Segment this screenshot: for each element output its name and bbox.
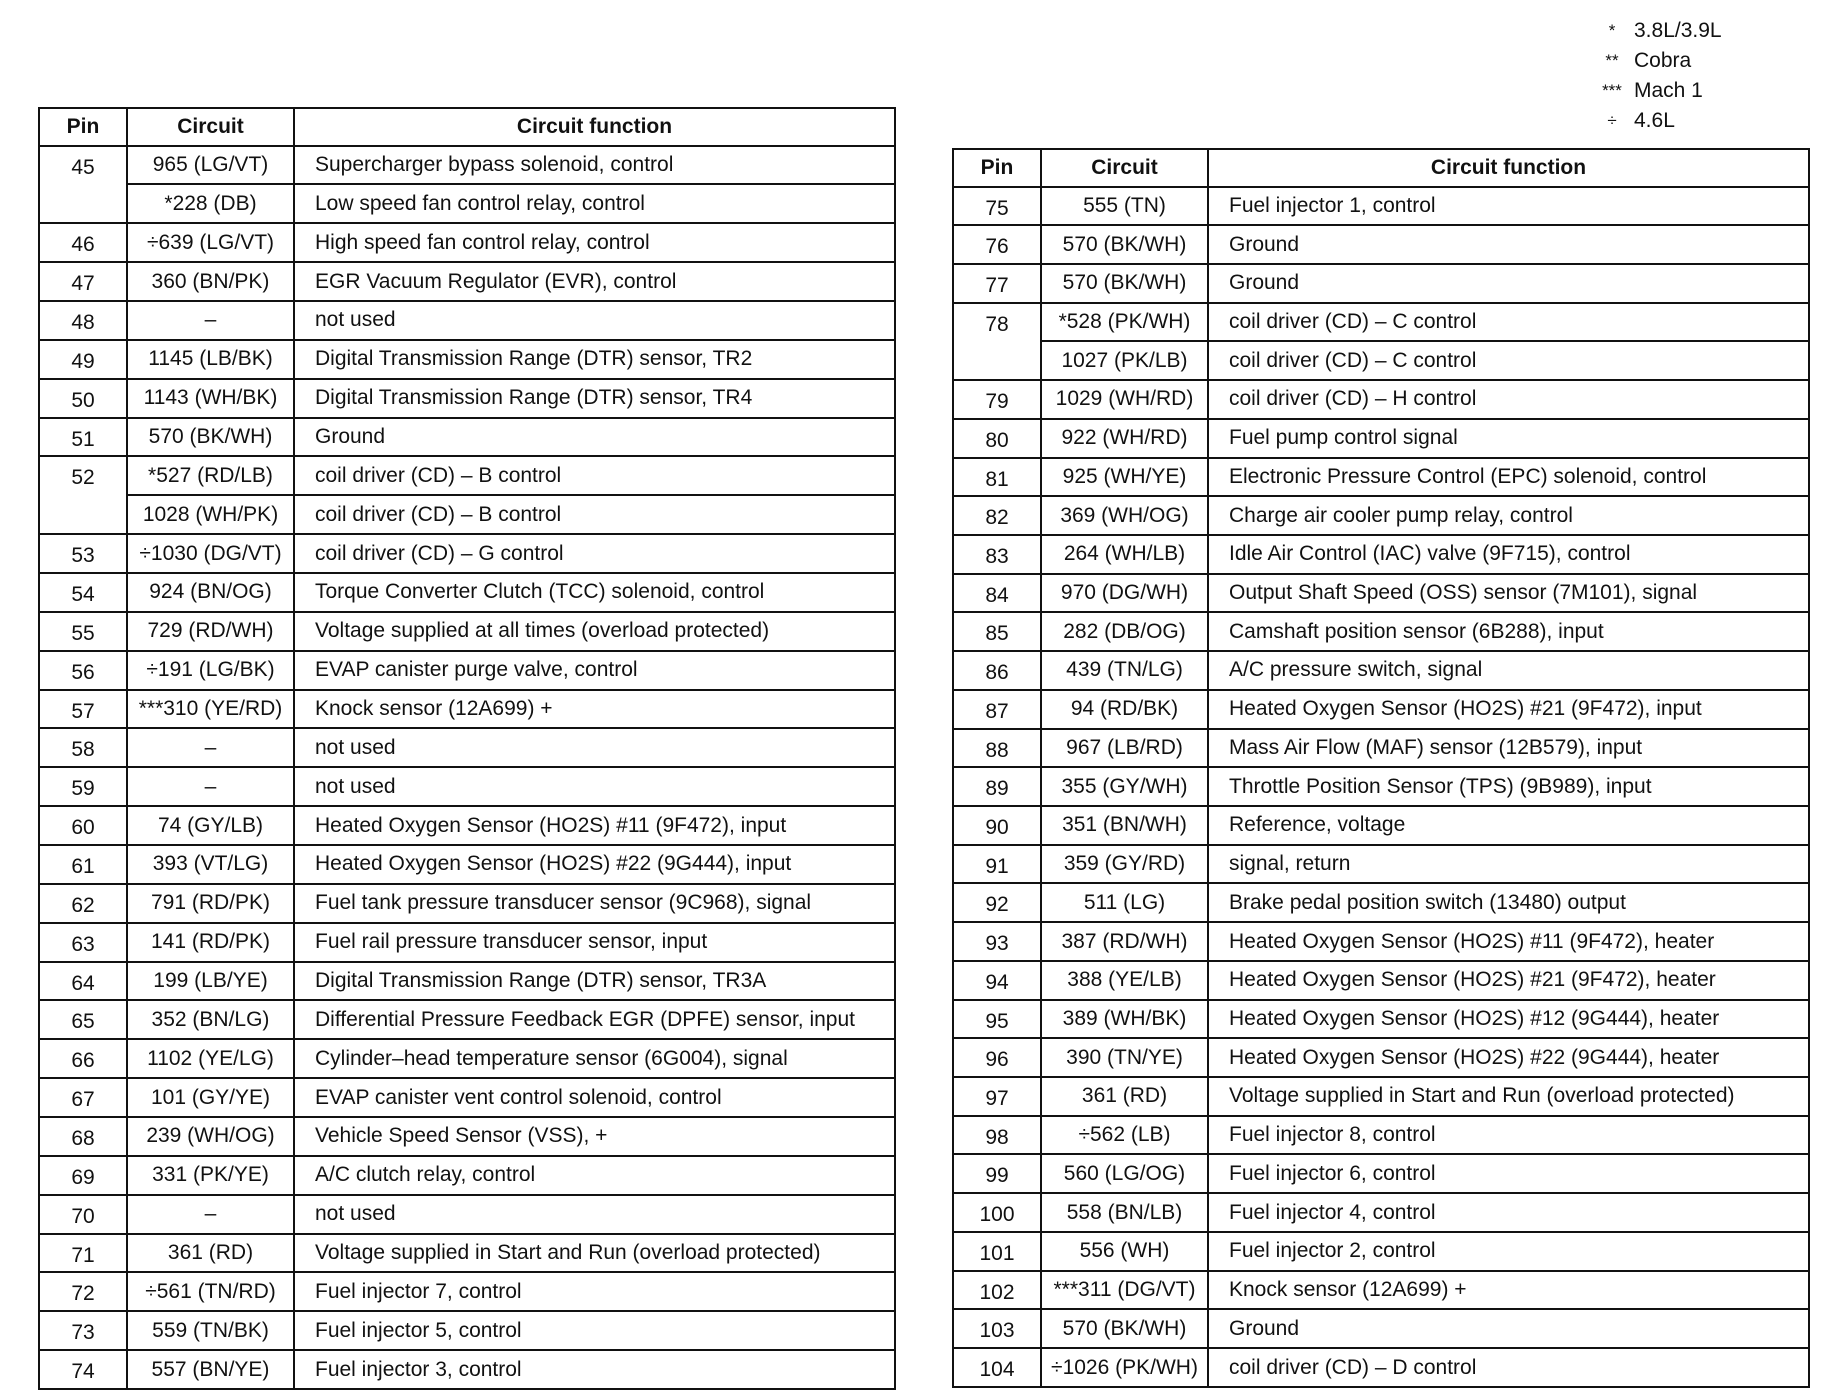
circuit-cell: ÷639 (LG/VT)	[127, 223, 294, 262]
pin-cell: 70	[39, 1195, 127, 1234]
pin-cell: 73	[39, 1311, 127, 1350]
table-row	[953, 1193, 1809, 1232]
legend-meaning: Cobra	[1634, 49, 1692, 72]
function-cell: Supercharger bypass solenoid, control	[294, 146, 895, 185]
function-cell: coil driver (CD) – B control	[294, 495, 895, 534]
function-cell: High speed fan control relay, control	[294, 223, 895, 262]
table-row	[39, 495, 895, 534]
function-cell: Camshaft position sensor (6B288), input	[1208, 612, 1809, 651]
pin-cell: 86	[953, 651, 1041, 690]
circuit-cell: 390 (TN/YE)	[1041, 1038, 1208, 1077]
table-row	[39, 1195, 895, 1234]
table-row	[953, 922, 1809, 961]
table-row	[953, 690, 1809, 729]
function-cell: Differential Pressure Feedback EGR (DPFE) sensor, input	[294, 1000, 895, 1039]
table-row	[953, 380, 1809, 419]
circuit-cell: 389 (WH/BK)	[1041, 1000, 1208, 1039]
table-row	[953, 729, 1809, 768]
pin-cell: 45	[39, 146, 127, 224]
table-row	[953, 767, 1809, 806]
circuit-cell: ÷561 (TN/RD)	[127, 1272, 294, 1311]
table-row	[39, 1350, 895, 1389]
function-cell: Fuel tank pressure transducer sensor (9C968), signal	[294, 884, 895, 923]
table-row	[953, 1309, 1809, 1348]
function-cell: coil driver (CD) – D control	[1208, 1348, 1809, 1387]
table-row	[39, 573, 895, 612]
circuit-cell: 1143 (WH/BK)	[127, 379, 294, 418]
table-row	[953, 806, 1809, 845]
table-row	[39, 1078, 895, 1117]
pin-cell: 97	[953, 1077, 1041, 1116]
function-cell: Fuel injector 3, control	[294, 1350, 895, 1389]
table-row	[39, 418, 895, 457]
pin-cell: 65	[39, 1000, 127, 1039]
function-cell: EVAP canister purge valve, control	[294, 651, 895, 690]
pin-cell: 89	[953, 767, 1041, 806]
function-cell: Output Shaft Speed (OSS) sensor (7M101), signal	[1208, 574, 1809, 613]
table-row	[39, 690, 895, 729]
circuit-cell: 351 (BN/WH)	[1041, 806, 1208, 845]
pin-cell: 54	[39, 573, 127, 612]
function-cell: Voltage supplied in Start and Run (overload protected)	[294, 1234, 895, 1273]
table-row	[953, 1116, 1809, 1155]
function-cell: Heated Oxygen Sensor (HO2S) #11 (9F472), input	[294, 806, 895, 845]
legend-row	[1590, 46, 1722, 76]
table-row	[39, 1234, 895, 1273]
circuit-cell: 388 (YE/LB)	[1041, 961, 1208, 1000]
pin-cell: 63	[39, 923, 127, 962]
circuit-cell: 558 (BN/LB)	[1041, 1193, 1208, 1232]
pin-cell: 95	[953, 1000, 1041, 1039]
function-cell: Ground	[294, 418, 895, 457]
circuit-cell: 101 (GY/YE)	[127, 1078, 294, 1117]
pin-cell: 100	[953, 1193, 1041, 1232]
pin-header: Pin	[953, 149, 1041, 187]
function-cell: EGR Vacuum Regulator (EVR), control	[294, 262, 895, 301]
table-row	[953, 187, 1809, 226]
function-cell: Heated Oxygen Sensor (HO2S) #22 (9G444), heater	[1208, 1038, 1809, 1077]
function-header: Circuit function	[294, 108, 895, 146]
pin-cell: 55	[39, 612, 127, 651]
circuit-cell: 199 (LB/YE)	[127, 962, 294, 1001]
circuit-cell: 555 (TN)	[1041, 187, 1208, 226]
table-row	[953, 303, 1809, 342]
pin-cell: 58	[39, 728, 127, 767]
circuit-header: Circuit	[1041, 149, 1208, 187]
function-cell: Voltage supplied at all times (overload protected)	[294, 612, 895, 651]
function-cell: Fuel injector 1, control	[1208, 187, 1809, 226]
function-cell: coil driver (CD) – G control	[294, 534, 895, 573]
circuit-cell: ÷1030 (DG/VT)	[127, 534, 294, 573]
circuit-cell: 74 (GY/LB)	[127, 806, 294, 845]
function-cell: Mass Air Flow (MAF) sensor (12B579), input	[1208, 729, 1809, 768]
circuit-cell: 1029 (WH/RD)	[1041, 380, 1208, 419]
header-row	[953, 149, 1809, 187]
table-row	[39, 262, 895, 301]
table-body-right	[953, 187, 1809, 1388]
circuit-cell: –	[127, 728, 294, 767]
table-row	[39, 1311, 895, 1350]
table-row	[39, 1039, 895, 1078]
circuit-cell: 264 (WH/LB)	[1041, 535, 1208, 574]
circuit-cell: –	[127, 301, 294, 340]
function-cell: Low speed fan control relay, control	[294, 184, 895, 223]
table-row	[39, 728, 895, 767]
function-cell: Brake pedal position switch (13480) output	[1208, 883, 1809, 922]
pin-cell: 96	[953, 1038, 1041, 1077]
table-row	[953, 612, 1809, 651]
pin-table-right	[952, 148, 1810, 1388]
circuit-cell: *528 (PK/WH)	[1041, 303, 1208, 342]
pin-cell: 88	[953, 729, 1041, 768]
function-cell: Heated Oxygen Sensor (HO2S) #12 (9G444), heater	[1208, 1000, 1809, 1039]
circuit-cell: 393 (VT/LG)	[127, 845, 294, 884]
pin-cell: 49	[39, 340, 127, 379]
table-row	[953, 1348, 1809, 1387]
pin-cell: 79	[953, 380, 1041, 419]
pin-cell: 104	[953, 1348, 1041, 1387]
circuit-cell: 557 (BN/YE)	[127, 1350, 294, 1389]
pin-cell: 103	[953, 1309, 1041, 1348]
circuit-cell: ÷191 (LG/BK)	[127, 651, 294, 690]
circuit-cell: 511 (LG)	[1041, 883, 1208, 922]
pin-cell: 60	[39, 806, 127, 845]
function-cell: Knock sensor (12A699) +	[1208, 1271, 1809, 1310]
table-row	[39, 651, 895, 690]
pin-cell: 85	[953, 612, 1041, 651]
legend-symbol: *	[1608, 21, 1616, 40]
function-cell: Charge air cooler pump relay, control	[1208, 496, 1809, 535]
function-cell: signal, return	[1208, 845, 1809, 884]
pin-cell: 75	[953, 187, 1041, 226]
pin-cell: 87	[953, 690, 1041, 729]
function-cell: Heated Oxygen Sensor (HO2S) #21 (9F472), input	[1208, 690, 1809, 729]
circuit-cell: 355 (GY/WH)	[1041, 767, 1208, 806]
circuit-cell: *527 (RD/LB)	[127, 456, 294, 495]
table-row	[39, 962, 895, 1001]
table-row	[39, 767, 895, 806]
table-row	[39, 612, 895, 651]
table-row	[39, 223, 895, 262]
pin-cell: 99	[953, 1154, 1041, 1193]
pin-cell: 59	[39, 767, 127, 806]
function-cell: not used	[294, 767, 895, 806]
pin-cell: 91	[953, 845, 1041, 884]
circuit-cell: 239 (WH/OG)	[127, 1117, 294, 1156]
circuit-cell: 439 (TN/LG)	[1041, 651, 1208, 690]
pin-cell: 50	[39, 379, 127, 418]
table-body-left	[39, 146, 895, 1390]
pin-cell: 101	[953, 1232, 1041, 1271]
function-cell: coil driver (CD) – C control	[1208, 303, 1809, 342]
table-row	[953, 419, 1809, 458]
pin-cell: 76	[953, 225, 1041, 264]
function-cell: not used	[294, 728, 895, 767]
function-cell: Vehicle Speed Sensor (VSS), +	[294, 1117, 895, 1156]
pin-cell: 71	[39, 1234, 127, 1273]
circuit-cell: 559 (TN/BK)	[127, 1311, 294, 1350]
table-row	[39, 146, 895, 185]
table-row	[39, 340, 895, 379]
circuit-cell: 141 (RD/PK)	[127, 923, 294, 962]
table-row	[39, 1272, 895, 1311]
function-cell: Reference, voltage	[1208, 806, 1809, 845]
legend-row	[1590, 106, 1722, 136]
circuit-cell: 361 (RD)	[127, 1234, 294, 1273]
circuit-cell: 965 (LG/VT)	[127, 146, 294, 185]
function-cell: Electronic Pressure Control (EPC) solenoid, control	[1208, 458, 1809, 497]
table-row	[953, 1271, 1809, 1310]
circuit-cell: 369 (WH/OG)	[1041, 496, 1208, 535]
circuit-cell: 570 (BK/WH)	[1041, 225, 1208, 264]
circuit-cell: 1027 (PK/LB)	[1041, 341, 1208, 380]
pin-cell: 93	[953, 922, 1041, 961]
function-cell: EVAP canister vent control solenoid, control	[294, 1078, 895, 1117]
pin-cell: 53	[39, 534, 127, 573]
table-row	[953, 496, 1809, 535]
circuit-cell: –	[127, 767, 294, 806]
function-cell: Digital Transmission Range (DTR) sensor, TR4	[294, 379, 895, 418]
circuit-cell: 570 (BK/WH)	[1041, 264, 1208, 303]
circuit-cell: 387 (RD/WH)	[1041, 922, 1208, 961]
function-cell: A/C clutch relay, control	[294, 1156, 895, 1195]
table-row	[953, 264, 1809, 303]
legend-row	[1590, 16, 1722, 46]
circuit-cell: 570 (BK/WH)	[127, 418, 294, 457]
function-cell: Digital Transmission Range (DTR) sensor, TR2	[294, 340, 895, 379]
circuit-cell: 94 (RD/BK)	[1041, 690, 1208, 729]
pin-cell: 72	[39, 1272, 127, 1311]
function-cell: Digital Transmission Range (DTR) sensor, TR3A	[294, 962, 895, 1001]
table-row	[953, 225, 1809, 264]
table-row	[953, 883, 1809, 922]
pin-cell: 92	[953, 883, 1041, 922]
circuit-cell: 360 (BN/PK)	[127, 262, 294, 301]
circuit-cell: 924 (BN/OG)	[127, 573, 294, 612]
function-cell: Fuel rail pressure transducer sensor, input	[294, 923, 895, 962]
pin-cell: 102	[953, 1271, 1041, 1310]
function-cell: coil driver (CD) – C control	[1208, 341, 1809, 380]
function-cell: Fuel injector 4, control	[1208, 1193, 1809, 1232]
pin-cell: 67	[39, 1078, 127, 1117]
circuit-cell: 922 (WH/RD)	[1041, 419, 1208, 458]
circuit-cell: 359 (GY/RD)	[1041, 845, 1208, 884]
function-cell: Fuel injector 5, control	[294, 1311, 895, 1350]
circuit-cell: ÷562 (LB)	[1041, 1116, 1208, 1155]
circuit-cell: 556 (WH)	[1041, 1232, 1208, 1271]
table-row	[953, 961, 1809, 1000]
function-cell: Fuel injector 6, control	[1208, 1154, 1809, 1193]
function-cell: Fuel injector 2, control	[1208, 1232, 1809, 1271]
legend-symbol: **	[1605, 51, 1619, 70]
function-cell: Heated Oxygen Sensor (HO2S) #11 (9F472), heater	[1208, 922, 1809, 961]
circuit-cell: 560 (LG/OG)	[1041, 1154, 1208, 1193]
pin-cell: 90	[953, 806, 1041, 845]
circuit-cell: 570 (BK/WH)	[1041, 1309, 1208, 1348]
function-cell: Fuel pump control signal	[1208, 419, 1809, 458]
circuit-cell: ***310 (YE/RD)	[127, 690, 294, 729]
table-row	[39, 1117, 895, 1156]
function-cell: Heated Oxygen Sensor (HO2S) #21 (9F472), heater	[1208, 961, 1809, 1000]
legend-row	[1590, 76, 1722, 106]
pin-cell: 77	[953, 264, 1041, 303]
table-row	[953, 574, 1809, 613]
function-cell: A/C pressure switch, signal	[1208, 651, 1809, 690]
circuit-cell: 352 (BN/LG)	[127, 1000, 294, 1039]
table-row	[39, 379, 895, 418]
circuit-cell: 729 (RD/WH)	[127, 612, 294, 651]
pin-cell: 66	[39, 1039, 127, 1078]
function-cell: Throttle Position Sensor (TPS) (9B989), input	[1208, 767, 1809, 806]
pin-cell: 74	[39, 1350, 127, 1389]
function-cell: Torque Converter Clutch (TCC) solenoid, control	[294, 573, 895, 612]
pin-cell: 64	[39, 962, 127, 1001]
table-row	[953, 651, 1809, 690]
pin-cell: 94	[953, 961, 1041, 1000]
pin-table-left	[38, 107, 896, 1390]
legend-symbol: ÷	[1607, 111, 1617, 130]
function-cell: not used	[294, 1195, 895, 1234]
function-cell: coil driver (CD) – B control	[294, 456, 895, 495]
circuit-cell: –	[127, 1195, 294, 1234]
pin-cell: 47	[39, 262, 127, 301]
pin-cell: 69	[39, 1156, 127, 1195]
circuit-cell: ÷1026 (PK/WH)	[1041, 1348, 1208, 1387]
table-row	[953, 1077, 1809, 1116]
circuit-cell: 970 (DG/WH)	[1041, 574, 1208, 613]
function-header: Circuit function	[1208, 149, 1809, 187]
legend-meaning: Mach 1	[1634, 79, 1703, 102]
table-row	[39, 806, 895, 845]
pin-cell: 84	[953, 574, 1041, 613]
pin-cell: 46	[39, 223, 127, 262]
pin-cell: 80	[953, 419, 1041, 458]
circuit-cell: 925 (WH/YE)	[1041, 458, 1208, 497]
legend-meaning: 4.6L	[1634, 109, 1675, 132]
table-row	[39, 923, 895, 962]
table-row	[953, 1154, 1809, 1193]
circuit-cell: 1102 (YE/LG)	[127, 1039, 294, 1078]
circuit-cell: 282 (DB/OG)	[1041, 612, 1208, 651]
table-row	[953, 341, 1809, 380]
legend-meaning: 3.8L/3.9L	[1634, 19, 1722, 42]
pin-cell: 98	[953, 1116, 1041, 1155]
pin-header: Pin	[39, 108, 127, 146]
pin-cell: 78	[953, 303, 1041, 380]
function-cell: Heated Oxygen Sensor (HO2S) #22 (9G444), input	[294, 845, 895, 884]
circuit-header: Circuit	[127, 108, 294, 146]
circuit-cell: *228 (DB)	[127, 184, 294, 223]
function-cell: Ground	[1208, 264, 1809, 303]
pin-cell: 48	[39, 301, 127, 340]
table-row	[953, 845, 1809, 884]
pin-cell: 82	[953, 496, 1041, 535]
pin-cell: 81	[953, 458, 1041, 497]
table-row	[953, 1000, 1809, 1039]
circuit-cell: 1028 (WH/PK)	[127, 495, 294, 534]
pin-cell: 57	[39, 690, 127, 729]
legend	[1590, 16, 1722, 136]
function-cell: Voltage supplied in Start and Run (overload protected)	[1208, 1077, 1809, 1116]
table-row	[953, 1038, 1809, 1077]
function-cell: Cylinder–head temperature sensor (6G004), signal	[294, 1039, 895, 1078]
pin-cell: 56	[39, 651, 127, 690]
table-row	[953, 1232, 1809, 1271]
pin-cell: 52	[39, 456, 127, 534]
function-cell: not used	[294, 301, 895, 340]
function-cell: Ground	[1208, 1309, 1809, 1348]
circuit-cell: 1145 (LB/BK)	[127, 340, 294, 379]
function-cell: Idle Air Control (IAC) valve (9F715), control	[1208, 535, 1809, 574]
circuit-cell: 331 (PK/YE)	[127, 1156, 294, 1195]
table-row	[39, 1000, 895, 1039]
circuit-cell: 967 (LB/RD)	[1041, 729, 1208, 768]
pin-cell: 83	[953, 535, 1041, 574]
pin-cell: 61	[39, 845, 127, 884]
circuit-cell: 791 (RD/PK)	[127, 884, 294, 923]
table-row	[39, 184, 895, 223]
table-row	[953, 458, 1809, 497]
function-cell: coil driver (CD) – H control	[1208, 380, 1809, 419]
table-row	[39, 884, 895, 923]
legend-symbol: ***	[1602, 81, 1622, 100]
circuit-cell: ***311 (DG/VT)	[1041, 1271, 1208, 1310]
header-row	[39, 108, 895, 146]
circuit-cell: 361 (RD)	[1041, 1077, 1208, 1116]
pin-cell: 62	[39, 884, 127, 923]
table-row	[39, 534, 895, 573]
function-cell: Fuel injector 7, control	[294, 1272, 895, 1311]
table-row	[39, 301, 895, 340]
table-row	[39, 456, 895, 495]
function-cell: Knock sensor (12A699) +	[294, 690, 895, 729]
table-row	[39, 1156, 895, 1195]
function-cell: Fuel injector 8, control	[1208, 1116, 1809, 1155]
table-row	[953, 535, 1809, 574]
pin-cell: 51	[39, 418, 127, 457]
table-row	[39, 845, 895, 884]
pin-cell: 68	[39, 1117, 127, 1156]
function-cell: Ground	[1208, 225, 1809, 264]
